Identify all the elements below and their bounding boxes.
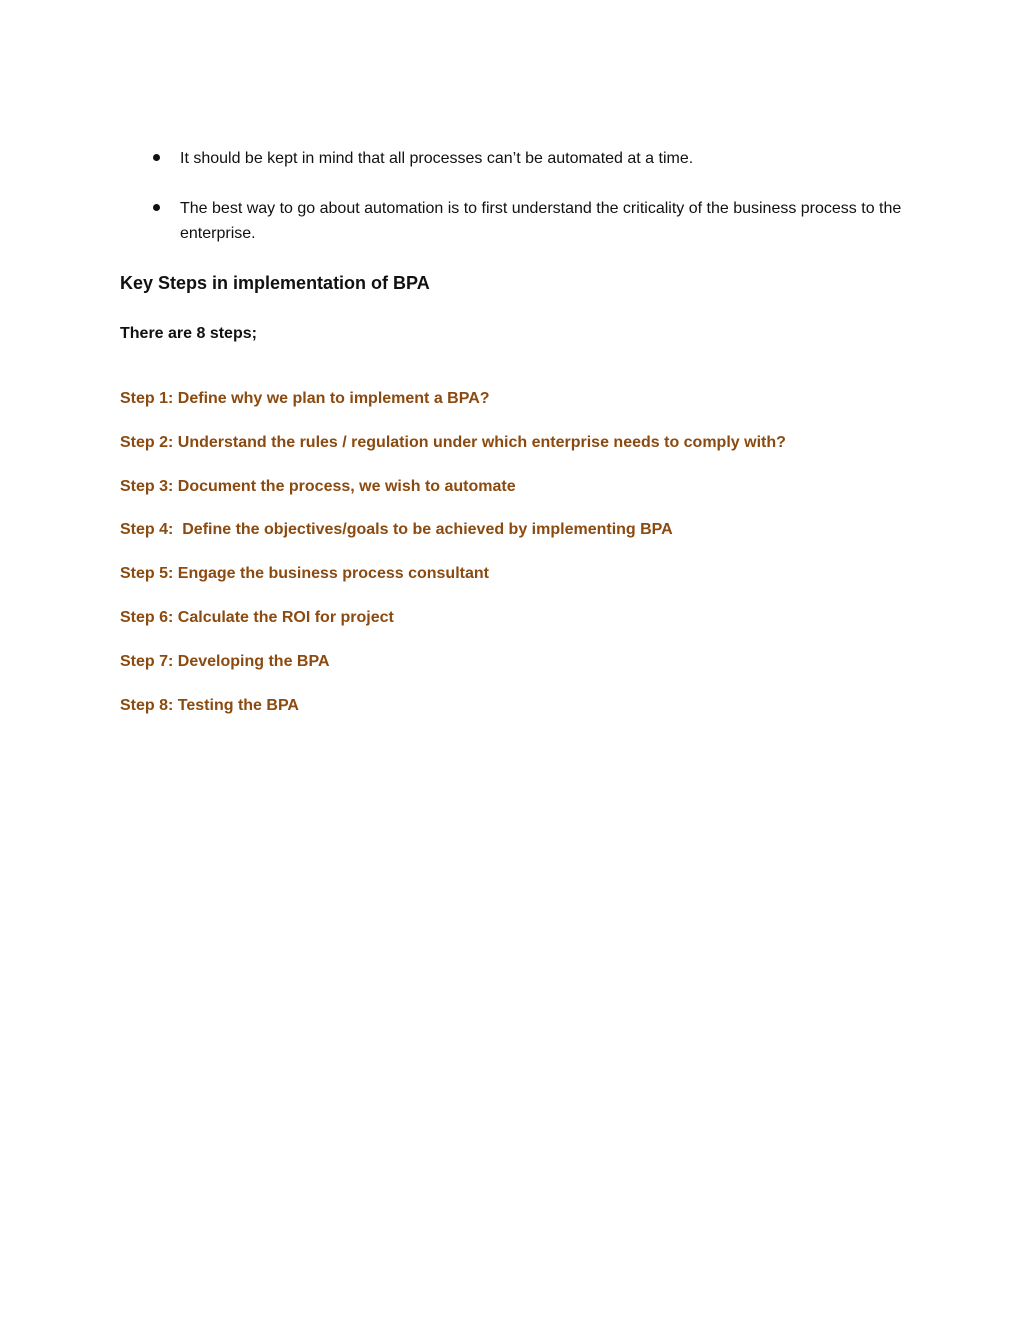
- bullet-list: [148, 146, 918, 271]
- step-item: Step 8: Testing the BPA: [120, 696, 299, 714]
- step-item: Step 5: Engage the business process consultant: [120, 565, 489, 583]
- bullet-dot-icon: [153, 204, 160, 211]
- step-item: Step 3: Document the process, we wish to automate: [120, 477, 516, 495]
- intro-text: There are 8 steps;: [120, 325, 257, 342]
- step-item: Step 7: Developing the BPA: [120, 652, 330, 670]
- step-item: Step 6: Calculate the ROI for project: [120, 608, 394, 626]
- bullet-text: It should be kept in mind that all processes can’t be automated at a time.: [180, 150, 694, 167]
- section-heading: Key Steps in implementation of BPA: [120, 273, 430, 293]
- bullet-text: The best way to go about automation is to first understand the criticality of the business process to the enterprise.: [180, 200, 902, 242]
- bullet-dot-icon: [153, 154, 160, 161]
- steps-list: [120, 388, 786, 738]
- bullet-item: [148, 196, 918, 246]
- bullet-item: [148, 146, 918, 171]
- step-item: Step 2: Understand the rules / regulation under which enterprise needs to comply with?: [120, 433, 786, 451]
- step-item: Step 1: Define why we plan to implement a BPA?: [120, 390, 490, 407]
- step-item: Step 4: Define the objectives/goals to be achieved by implementing BPA: [120, 521, 673, 539]
